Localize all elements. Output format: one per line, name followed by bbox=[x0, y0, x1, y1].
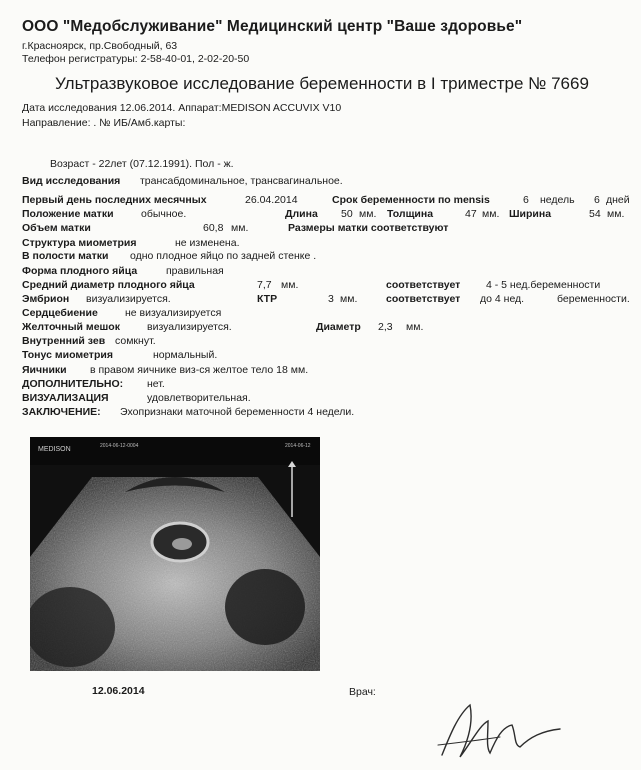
size-conclusion: Размеры матки соответствуют bbox=[288, 222, 449, 234]
gest-days: 6 bbox=[594, 194, 600, 206]
egg-diam-label: Средний диаметр плодного яйца bbox=[22, 279, 195, 291]
position-value: обычное. bbox=[141, 208, 187, 220]
visual-value: удовлетворительная. bbox=[147, 392, 251, 404]
conclusion-value: Эхопризнаки маточной беременности 4 недели. bbox=[120, 406, 355, 418]
exam-date-line: Дата исследования 12.06.2014. Аппарат:MEDISON ACCUVIX V10 bbox=[22, 102, 342, 114]
os-value: сомкнут. bbox=[115, 335, 156, 347]
heart-label: Сердцебиение bbox=[22, 307, 98, 319]
conclusion-label: ЗАКЛЮЧЕНИЕ: bbox=[22, 406, 101, 418]
lmp-value: 26.04.2014 bbox=[245, 194, 298, 206]
doctor-label: Врач: bbox=[349, 686, 376, 698]
patient-age: Возраст - 22лет (07.12.1991). Пол - ж. bbox=[50, 158, 234, 170]
exam-type-label: Вид исследования bbox=[22, 175, 121, 187]
lmp-label: Первый день последних месячных bbox=[22, 194, 207, 206]
org-phone: Телефон регистратуры: 2-58-40-01, 2-02-20-50 bbox=[22, 53, 250, 65]
yolk-diam-unit: мм. bbox=[406, 321, 424, 333]
gest-days-unit: дней bbox=[606, 194, 630, 206]
width-label: Ширина bbox=[509, 208, 552, 220]
visual-label: ВИЗУАЛИЗАЦИЯ bbox=[22, 392, 109, 404]
heart-value: не визуализируется bbox=[125, 307, 222, 319]
doctor-signature bbox=[430, 695, 570, 765]
org-name: ООО "Медобслуживание" Медицинский центр "Ваше здоровье" bbox=[22, 18, 523, 35]
us-time: 2014-06-12 bbox=[285, 443, 311, 449]
gest-weeks: 6 bbox=[523, 194, 529, 206]
yolk-diam-value: 2,3 bbox=[378, 321, 393, 333]
yolk-value: визуализируется. bbox=[147, 321, 232, 333]
org-address: г.Красноярск, пр.Свободный, 63 bbox=[22, 40, 178, 52]
volume-value: 60,8 bbox=[203, 222, 224, 234]
width-unit: мм. bbox=[607, 208, 625, 220]
extra-label: ДОПОЛНИТЕЛЬНО: bbox=[22, 378, 124, 390]
report-title: Ультразвуковое исследование беременности в I триместре № 7669 bbox=[55, 74, 589, 93]
embryo-value: визуализируется. bbox=[86, 293, 171, 305]
egg-diam-value: 7,7 bbox=[257, 279, 272, 291]
exam-type-value: трансабдоминальное, трансвагинальное. bbox=[140, 175, 343, 187]
thickness-unit: мм. bbox=[482, 208, 500, 220]
volume-label: Объем матки bbox=[22, 222, 91, 234]
cavity-label: В полости матки bbox=[22, 250, 109, 262]
extra-value: нет. bbox=[147, 378, 165, 390]
egg-corr-value: 4 - 5 нед.беременности bbox=[486, 279, 601, 291]
egg-diam-unit: мм. bbox=[281, 279, 299, 291]
myometrium-value: не изменена. bbox=[175, 237, 240, 249]
cavity-value: одно плодное яйцо по задней стенке . bbox=[130, 250, 317, 262]
yolk-label: Желточный мешок bbox=[22, 321, 120, 333]
yolk-diam-label: Диаметр bbox=[316, 321, 361, 333]
ktr-label: КТР bbox=[257, 293, 278, 305]
gest-weeks-unit: недель bbox=[540, 194, 575, 206]
length-value: 50 bbox=[341, 208, 353, 220]
position-label: Положение матки bbox=[22, 208, 114, 220]
width-value: 54 bbox=[589, 208, 601, 220]
volume-unit: мм. bbox=[231, 222, 249, 234]
ktr-corr-value2: беременности. bbox=[557, 293, 630, 305]
length-unit: мм. bbox=[359, 208, 377, 220]
tone-label: Тонус миометрия bbox=[22, 349, 113, 361]
gest-label: Срок беременности по mensis bbox=[332, 194, 490, 206]
ktr-corr-value: до 4 нед. bbox=[480, 293, 525, 305]
embryo-label: Эмбрион bbox=[22, 293, 70, 305]
os-label: Внутренний зев bbox=[22, 335, 106, 347]
ktr-value: 3 bbox=[328, 293, 334, 305]
length-label: Длина bbox=[285, 208, 318, 220]
tone-value: нормальный. bbox=[153, 349, 218, 361]
us-brand: MEDISON bbox=[38, 446, 71, 453]
footer-date: 12.06.2014 bbox=[92, 685, 145, 697]
egg-shape-value: правильная bbox=[166, 265, 224, 277]
thickness-label: Толщина bbox=[387, 208, 434, 220]
direction-line: Направление: . № ИБ/Амб.карты: bbox=[22, 117, 186, 129]
egg-shape-label: Форма плодного яйца bbox=[22, 265, 138, 277]
us-date: 2014-06-12-0004 bbox=[100, 443, 139, 449]
myometrium-label: Структура миометрия bbox=[22, 237, 137, 249]
thickness-value: 47 bbox=[465, 208, 477, 220]
egg-corr-label: соответствует bbox=[386, 279, 461, 291]
ultrasound-image bbox=[30, 437, 320, 671]
ovaries-value: в правом яичнике виз-ся желтое тело 18 мм. bbox=[90, 364, 309, 376]
ktr-corr-label: соответствует bbox=[386, 293, 461, 305]
ovaries-label: Яичники bbox=[22, 364, 67, 376]
ktr-unit: мм. bbox=[340, 293, 358, 305]
